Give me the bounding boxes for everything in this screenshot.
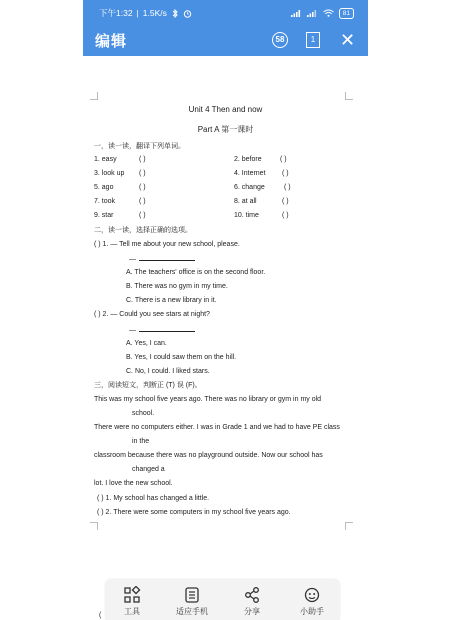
judge-item: ( ) 1. My school has changed a little. — [97, 495, 210, 502]
word-blank: ( ) — [282, 198, 289, 205]
tools-label: 工具 — [124, 607, 140, 616]
status-time: 下午1:32 — [99, 8, 133, 18]
word-item: 2. before — [234, 156, 262, 163]
word-blank: ( ) — [284, 184, 291, 191]
close-icon[interactable]: ✕ — [340, 30, 356, 50]
bluetooth-icon — [171, 9, 179, 18]
word-item: 7. took — [94, 198, 116, 205]
passage-line: in the — [132, 438, 150, 445]
option-c: C. No, I could. I liked stars. — [126, 368, 210, 375]
answer-blank — [139, 325, 195, 332]
option-b: B. Yes, I could saw them on the hill. — [126, 354, 237, 361]
option-b: B. There was no gym in my time. — [126, 283, 228, 290]
signal-icon — [291, 9, 302, 17]
judge-item: ( ) 2. There were some computers in my school five years ago. — [97, 509, 291, 516]
passage-line: changed a — [132, 466, 165, 473]
word-blank: ( ) — [139, 170, 146, 177]
phone-screen — [83, 0, 368, 620]
passage-line: lot. I love the new school. — [94, 480, 173, 487]
word-item: 8. at all — [234, 198, 257, 205]
word-blank: ( ) — [139, 198, 146, 205]
part-title: Part A 第一课时 — [197, 125, 254, 134]
word-item: 4. Internet — [234, 170, 266, 177]
word-blank: ( ) — [139, 212, 146, 219]
page-indicator-button[interactable]: 1 — [306, 32, 320, 48]
judge-item: ( — [99, 612, 102, 619]
wifi-icon — [323, 9, 334, 17]
share-icon — [243, 586, 261, 604]
question-1: ( ) 1. — Tell me about your new school, please. — [94, 241, 240, 248]
word-item: 1. easy — [94, 156, 117, 163]
status-divider: | — [136, 8, 139, 18]
tools-icon — [123, 586, 141, 604]
fit-phone-label: 适应手机 — [176, 607, 208, 616]
answer-dash: — — [129, 327, 136, 334]
option-c: C. There is a new library in it. — [126, 297, 217, 304]
crop-mark-icon — [345, 522, 353, 530]
assistant-icon — [303, 586, 321, 604]
word-blank: ( ) — [280, 156, 287, 163]
title-bar — [83, 26, 368, 56]
status-bar — [83, 0, 368, 26]
alarm-icon — [183, 9, 192, 18]
fit-phone-icon — [183, 586, 201, 604]
fit-phone-button[interactable] — [165, 586, 219, 617]
option-a: A. Yes, I can. — [126, 340, 167, 347]
word-item: 3. look up — [94, 170, 125, 177]
share-button[interactable] — [225, 586, 279, 617]
word-blank: ( ) — [282, 212, 289, 219]
word-blank: ( ) — [139, 184, 146, 191]
unit-title: Unit 4 Then and now — [188, 105, 263, 114]
answer-blank — [139, 254, 195, 261]
crop-mark-icon — [345, 92, 353, 100]
share-label: 分享 — [244, 607, 260, 616]
question-2: ( ) 2. — Could you see stars at night? — [94, 311, 210, 318]
passage-line: There were no computers either. I was in Grade 1 and we had to have PE class — [94, 424, 340, 431]
document-page — [83, 56, 368, 620]
word-blank: ( ) — [282, 170, 289, 177]
answer-line — [129, 325, 195, 335]
signal-icon-2 — [307, 9, 318, 17]
word-item: 5. ago — [94, 184, 114, 191]
page-title: 编辑 — [95, 33, 128, 50]
passage-line: classroom because there was no playground outside. Now our school has — [94, 452, 323, 459]
assistant-button[interactable] — [285, 586, 339, 617]
option-a: A. The teachers' office is on the second floor. — [126, 269, 266, 276]
word-item: 10. time — [234, 212, 259, 219]
word-item: 6. change — [234, 184, 265, 191]
section-2-heading: 二，读一读，选择正确的选项。 — [94, 227, 192, 234]
passage-line: This was my school five years ago. There was no library or gym in my old — [94, 396, 322, 403]
section-1-heading: 一，读一读，翻译下列单词。 — [94, 143, 185, 150]
crop-mark-icon — [90, 92, 98, 100]
bottom-toolbar — [105, 580, 340, 620]
word-item: 9. star — [94, 212, 114, 219]
passage-line: school. — [132, 410, 155, 417]
assistant-label: 小助手 — [300, 607, 324, 616]
section-3-heading: 三，阅读短文，判断正 (T) 误 (F)。 — [94, 382, 202, 389]
crop-mark-icon — [90, 522, 98, 530]
answer-dash: — — [129, 256, 136, 263]
tools-button[interactable] — [105, 586, 159, 617]
counter-badge-button[interactable]: 58 — [272, 32, 288, 48]
answer-line — [129, 254, 195, 264]
battery-icon: 81 — [339, 8, 354, 19]
word-blank: ( ) — [139, 156, 146, 163]
status-speed: 1.5K/s — [142, 8, 167, 18]
